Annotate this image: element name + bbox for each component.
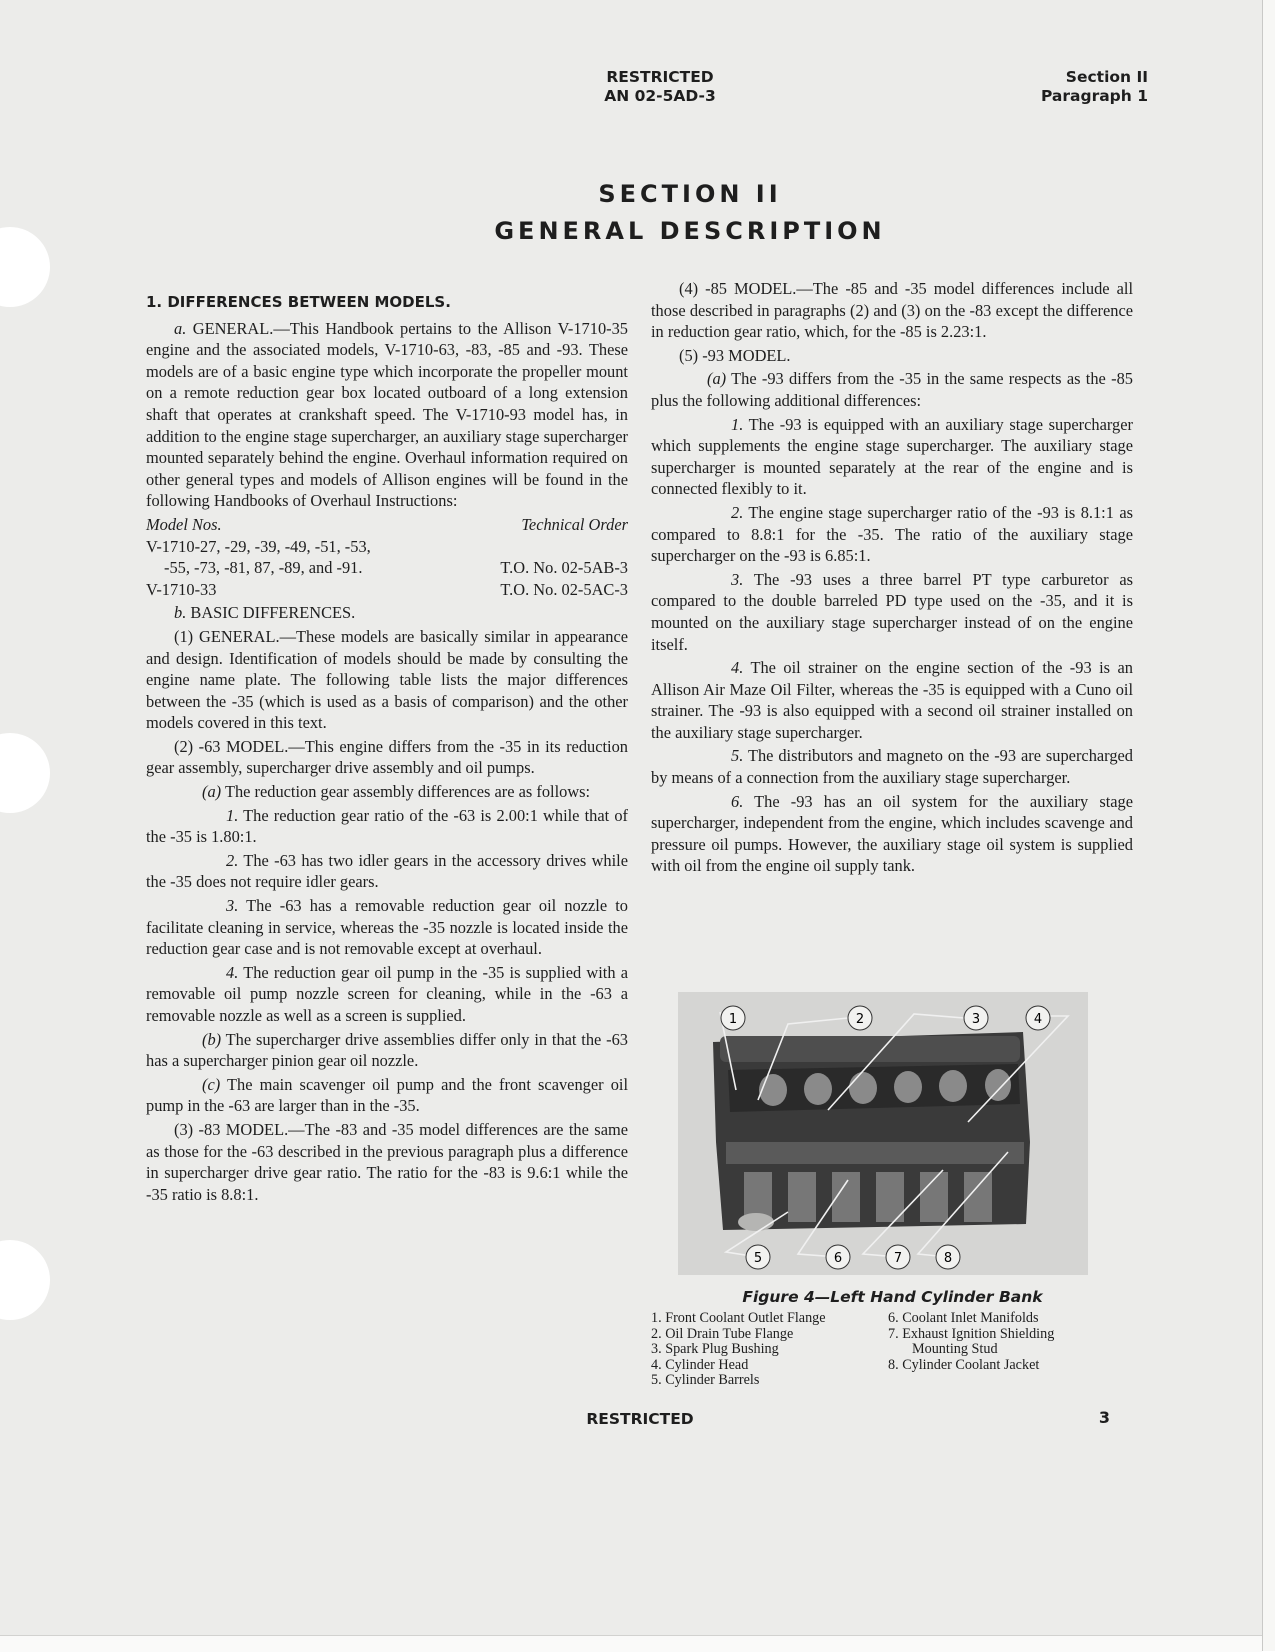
para-b2c: (c) The main scavenger oil pump and the front scavenger oil pump in the -63 are larger than in the -35. xyxy=(146,1074,628,1116)
para-b: b. BASIC DIFFERENCES. xyxy=(174,603,356,623)
svg-text:3: 3 xyxy=(971,1012,981,1027)
table-row: V-1710-27, -29, -39, -49, -51, -53, xyxy=(146,536,371,556)
figure-legend xyxy=(651,1311,1121,1389)
para-b5a2: 2. The engine stage supercharger ratio of the -93 is 8.1:1 as compared to 8.8:1 for the -35. The ratio of the auxiliary stage supercharger on the -93 is 6.85:1. xyxy=(651,502,1133,566)
callout-7 xyxy=(886,1245,910,1269)
legend-item: 8. Cylinder Coolant Jacket xyxy=(888,1356,1040,1373)
legend-item: 7. Exhaust Ignition Shielding xyxy=(888,1325,1055,1342)
para-b5a5: 5. The distributors and magneto on the -93 are supercharged by means of a connection from the auxiliary stage supercharger. xyxy=(651,746,1133,788)
para-b3: (3) -83 MODEL.—The -83 and -35 model differences are the same as those for the -63 described in the previous paragraph plus a difference in supercharger drive gear ratio. The ratio for the -83 is 9.6:1 while the -35 ratio is 8.8:1. xyxy=(146,1119,628,1204)
page-edge-right xyxy=(1262,0,1275,1651)
table-cell-to: T.O. No. 02-5AB-3 xyxy=(500,558,628,578)
legend-item: 1. Front Coolant Outlet Flange xyxy=(651,1310,826,1326)
svg-text:6: 6 xyxy=(833,1251,843,1266)
callout-4 xyxy=(1026,1006,1050,1030)
para-b2a1: 1. The reduction gear ratio of the -63 is 2.00:1 while that of the -35 is 1.80:1. xyxy=(146,805,628,847)
para-b2a4: 4. The reduction gear oil pump in the -35 is supplied with a removable oil pump nozzle screen for cleaning, while in the -63 a removable nozzle as well as a screen is supplied. xyxy=(146,962,628,1025)
para-b1: (1) GENERAL.—These models are basically similar in appearance and design. Identification of models should be made by consulting the engine name plate. The following table lists the major differences between the -35 (which is used as a basis of comparison) and the other models covered in this text. xyxy=(146,626,628,733)
callout-5 xyxy=(746,1245,770,1269)
callout-1 xyxy=(721,1006,745,1030)
table-row: V-1710-33 xyxy=(146,579,217,599)
svg-text:7: 7 xyxy=(893,1251,903,1266)
svg-text:1: 1 xyxy=(728,1012,738,1027)
col-header-model: Model Nos. xyxy=(146,514,222,534)
legend-item: 5. Cylinder Barrels xyxy=(651,1372,760,1389)
para-b2a3: 3. The -63 has a removable reduction gear oil nozzle to facilitate cleaning in service, whereas the -35 nozzle is located inside the reduction gear case and is not removable except at overhaul. xyxy=(146,896,628,959)
table-row: -55, -73, -81, 87, -89, and -91. xyxy=(164,558,363,578)
legend-item: 4. Cylinder Head xyxy=(651,1356,749,1373)
para-b5a: (a) The -93 differs from the -35 in the same respects as the -85 plus the following additional differences: xyxy=(651,369,1133,410)
legend-item: Mounting Stud xyxy=(912,1341,998,1358)
para-b5a4: 4. The oil strainer on the engine section of the -93 is an Allison Air Maze Oil Filter, whereas the -35 is equipped with a Cuno oil strainer. The -93 is also equipped with a second oil strainer installed on the auxiliary stage supercharger. xyxy=(651,658,1133,742)
page-number: 3 xyxy=(1098,1408,1110,1427)
para-b2: (2) -63 MODEL.—This engine differs from the -35 in its reduction gear assembly, supercharger drive assembly and oil pumps. xyxy=(146,736,628,778)
page-footer-classification: RESTRICTED xyxy=(586,1410,694,1428)
figure-caption: Figure 4—Left Hand Cylinder Bank xyxy=(742,1288,1043,1306)
para-a: a. GENERAL.—This Handbook pertains to the Allison V-1710-35 engine and the associated models, V-1710-63, -83, -85 and -93. These models are of a basic engine type which incorporate the propeller mount on a remote reduction gear box located outboard of a long extension shaft that operates at crankshaft speed. The V-1710-93 model has, in addition to the engine stage supercharger, an auxiliary stage supercharger mounted separately behind the engine. Overhaul information required on other general types and models of Allison engines will be found in the following Handbooks of Overhaul Instructions: xyxy=(146,318,628,511)
technical-order-table xyxy=(146,514,628,600)
table-cell-to: T.O. No. 02-5AC-3 xyxy=(500,579,628,599)
para-b2a2: 2. The -63 has two idler gears in the accessory drives while the -35 does not require idler gears. xyxy=(146,850,628,892)
col-header-to: Technical Order xyxy=(521,514,628,534)
para-b5a1: 1. The -93 is equipped with an auxiliary stage supercharger which supplements the engine stage supercharger. The auxiliary stage supercharger is mounted separately at the rear of the engine and is connected flexibly to it. xyxy=(651,414,1133,499)
svg-text:4: 4 xyxy=(1033,1012,1043,1027)
engine-photo-figure xyxy=(678,992,1088,1275)
para-b2a: (a) The reduction gear assembly differences are as follows: xyxy=(202,782,591,802)
svg-text:5: 5 xyxy=(753,1251,763,1266)
para-b4: (4) -85 MODEL.—The -85 and -35 model differences include all those described in paragraphs (2) and (3) on the -83 except the difference in reduction gear ratio, which, for the -85 is 2.23:1. xyxy=(651,279,1133,342)
callout-2 xyxy=(848,1006,872,1030)
header-classification: RESTRICTED xyxy=(606,68,714,86)
header-paragraph: Paragraph 1 xyxy=(1040,87,1148,105)
page-edge-bottom xyxy=(0,1635,1262,1652)
engine-photo xyxy=(678,992,1088,1275)
svg-text:8: 8 xyxy=(943,1251,953,1266)
left-column xyxy=(146,292,628,1207)
para-b5a6: 6. The -93 has an oil system for the auxiliary stage supercharger, independent from the engine, which includes scavenge and pressure oil pumps. However, the auxiliary stage oil system is supplied with oil from the engine oil supply tank. xyxy=(651,791,1133,876)
header-doc-number: AN 02-5AD-3 xyxy=(604,87,716,105)
callout-8 xyxy=(936,1245,960,1269)
para-b5a3: 3. The -93 uses a three barrel PT type carburetor as compared to the double barreled PD type used on the -35, and it is mounted on the auxiliary stage supercharger instead of on the engine itself. xyxy=(651,569,1133,654)
right-column xyxy=(651,278,1133,879)
para-b5: (5) -93 MODEL. xyxy=(679,345,791,365)
svg-text:2: 2 xyxy=(855,1012,865,1027)
legend-item: 6. Coolant Inlet Manifolds xyxy=(888,1310,1039,1326)
section-number: SECTION II xyxy=(598,180,782,208)
para-b2b: (b) The supercharger drive assemblies differ only in that the -63 has a supercharger pinion gear oil nozzle. xyxy=(146,1029,628,1071)
callout-6 xyxy=(826,1245,850,1269)
header-section: Section II xyxy=(1065,68,1148,86)
legend-item: 2. Oil Drain Tube Flange xyxy=(651,1325,794,1342)
page-header-right xyxy=(1041,68,1148,106)
section-title: GENERAL DESCRIPTION xyxy=(494,217,886,245)
legend-item: 3. Spark Plug Bushing xyxy=(651,1341,779,1358)
paragraph-heading: 1. DIFFERENCES BETWEEN MODELS. xyxy=(146,293,451,311)
page-header-center xyxy=(560,68,760,106)
callout-3 xyxy=(964,1006,988,1030)
